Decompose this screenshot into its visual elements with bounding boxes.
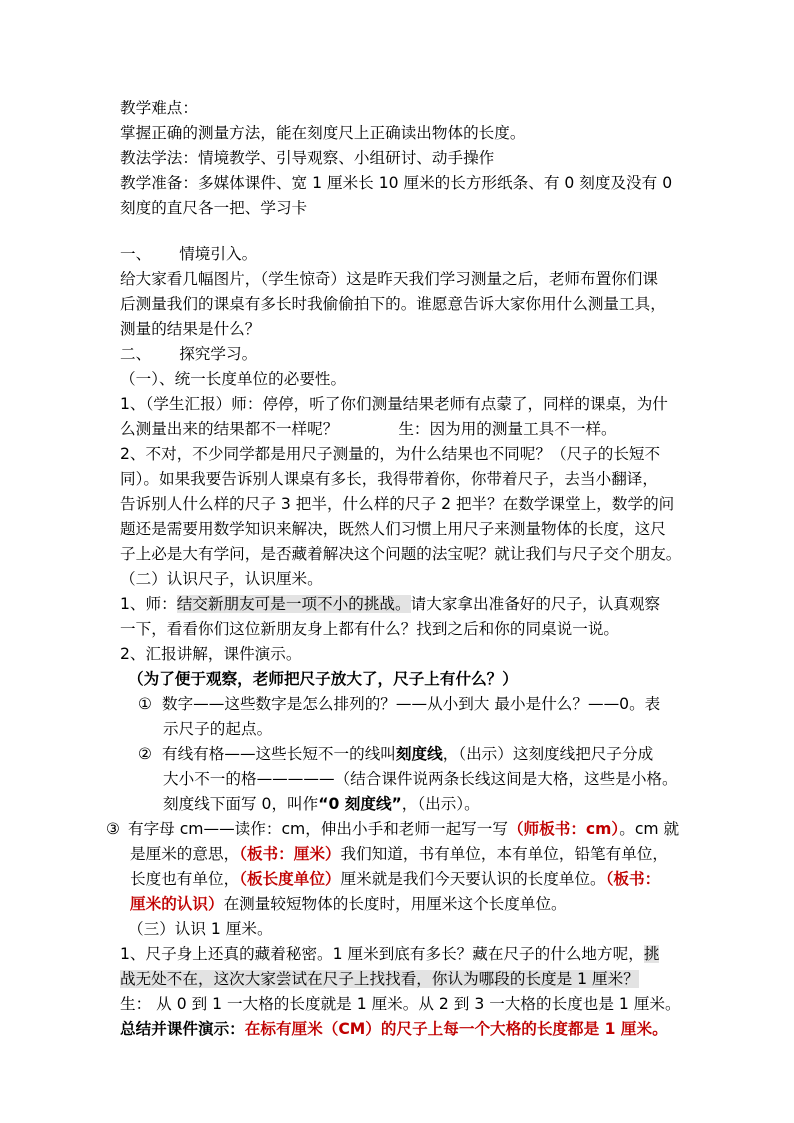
student-answer: 生：因为用的测量工具不一样。 [398,420,617,438]
circled-item-3: ③ 有字母 cm——读作：cm，伸出小手和老师一起写一写（师板书：cm）。cm 就 [106,820,680,838]
circled-item-2-cont: 大小不一的格—————（结合课件说两条长线这间是大格，这些是小格。 [163,770,678,788]
item-2-line: 同）。如果我要告诉别人课桌有多长，我得带着你，你带着尺子，去当小翻译， [120,470,658,488]
bold-prompt: （为了便于观察，老师把尺子放大了，尺子上有什么？） [128,670,518,688]
circled-item-3-cont: 是厘米的意思，（板书：厘米）我们知道，书有单位，本有单位，铅笔有单位， [130,845,669,863]
item-2-line: 告诉别人什么样的尺子 3 把半，什么样的尺子 2 把半？在数学课堂上，数学的问 [120,495,675,513]
item-2-line: 题还是需要用数学知识来解决，既然人们习惯上用尺子来测量物体的长度，这尺 [120,520,666,538]
circled-item-3-cont: 厘米的认识）在测量较短物体的长度时，用厘米这个长度单位。 [130,895,567,913]
section-2-title: 探究学习。 [179,345,258,363]
item-2-line: 子上必是大有学问，是否藏着解决这个问题的法宝呢？就让我们与尺子交个朋友。 [120,545,682,563]
item-1-line: 么测量出来的结果都不一样呢？ 生：因为用的测量工具不一样。 [120,420,617,438]
sub3-item-1-line [120,967,639,991]
circled-item-2: ② 有线有格——这些长短不一的线叫刻度线，（出示）这刻度线把尺子分成 [138,745,654,763]
highlighted-text: 挑 [643,945,660,963]
section-1-title: 情境引入。 [179,245,258,263]
board-note: （师板书：cm） [507,820,620,838]
circled-item-1-cont: 示尺子的起点。 [163,720,273,738]
jiaofa-line: 教法学法：情境教学、引导观察、小组研讨、动手操作 [120,149,495,167]
circled-number-1: ① [138,695,152,713]
term-kedu-xian: 刻度线 [395,745,443,763]
item-1-line: 1、（学生汇报）师：停停，听了你们测量结果老师有点蒙了，同样的课桌，为什 [120,395,668,413]
zhunbei-line-2: 刻度的直尺各一把、学习卡 [120,199,308,217]
section-1-para-line: 给大家看几幅图片，（学生惊奇）这是昨天我们学习测量之后，老师布置你们课 [120,270,658,288]
board-note: （板书： [605,870,661,888]
subsection-1-title: （一）、统一长度单位的必要性。 [120,370,347,388]
nandian-text: 掌握正确的测量方法，能在刻度尺上正确读出物体的长度。 [120,124,526,142]
section-2-number: 二、 [120,345,152,363]
sub2-item-1-line: 1、师：结交新朋友可是一项不小的挑战。请大家拿出准备好的尺子，认真观察 [120,595,661,613]
board-note: 厘米的认识） [130,895,224,913]
subsection-2-title: （二）认识尺子，认识厘米。 [120,570,323,588]
circled-item-2-cont: 刻度线下面写 0，叫作“0 刻度线”，（出示）。 [163,795,480,813]
section-1-para-line: 测量的结果是什么？ [120,320,261,338]
summary-line [120,1017,668,1041]
sub3-item-1-line: 1、尺子身上还真的藏着秘密。1 厘米到底有多长？藏在尺子的什么地方呢，挑 [120,945,660,963]
nandian-heading: 教学难点： [120,99,198,117]
term-zero-line: “0 刻度线” [318,795,402,813]
highlighted-text: 战无处不在，这次大家尝试在尺子上找找看，你认为哪段的长度是 1 厘米？ [120,970,639,988]
section-1-para-line: 后测量我们的课桌有多长时我偷偷拍下的。谁愿意告诉大家你用什么测量工具， [120,295,666,313]
summary-label: 总结并课件演示： [120,1020,245,1038]
highlighted-text: 结交新朋友可是一项不小的挑战。 [176,595,411,613]
circled-item-1: ① 数字——这些数字是怎么排列的？——从小到大 最小是什么？——0。表 [138,695,661,713]
board-note: （板书：厘米） [239,845,341,863]
section-1-number: 一、 [120,245,152,263]
section-1-heading [120,242,257,266]
student-answer-line: 生： 从 0 到 1 一大格的长度就是 1 厘米。从 2 到 3 一大格的长度也是 1 厘米。 [120,995,681,1013]
section-2-heading [120,342,257,366]
item-2-line: 2、不对，不少同学都是用尺子测量的，为什么结果也不同呢？（尺子的长短不 [120,445,661,463]
circled-number-2: ② [138,745,152,763]
sub2-item-2-line: 2、汇报讲解，课件演示。 [120,645,302,663]
sub2-item-1-line: 一下，看看你们这位新朋友身上都有什么？找到之后和你的同桌说一说。 [120,620,620,638]
summary-conclusion: 在标有厘米（CM）的尺子上每一个大格的长度都是 1 厘米。 [244,1020,668,1038]
circled-number-3: ③ [106,820,120,838]
zhunbei-line-1: 教学准备：多媒体课件、宽 1 厘米长 10 厘米的长方形纸条、有 0 刻度及没有 0 [120,174,673,192]
board-note: （板长度单位） [239,870,341,888]
circled-item-3-cont: 长度也有单位，（板长度单位）厘米就是我们今天要认识的长度单位。（板书： [130,870,661,888]
subsection-3-title: （三）认识 1 厘米。 [128,920,273,938]
